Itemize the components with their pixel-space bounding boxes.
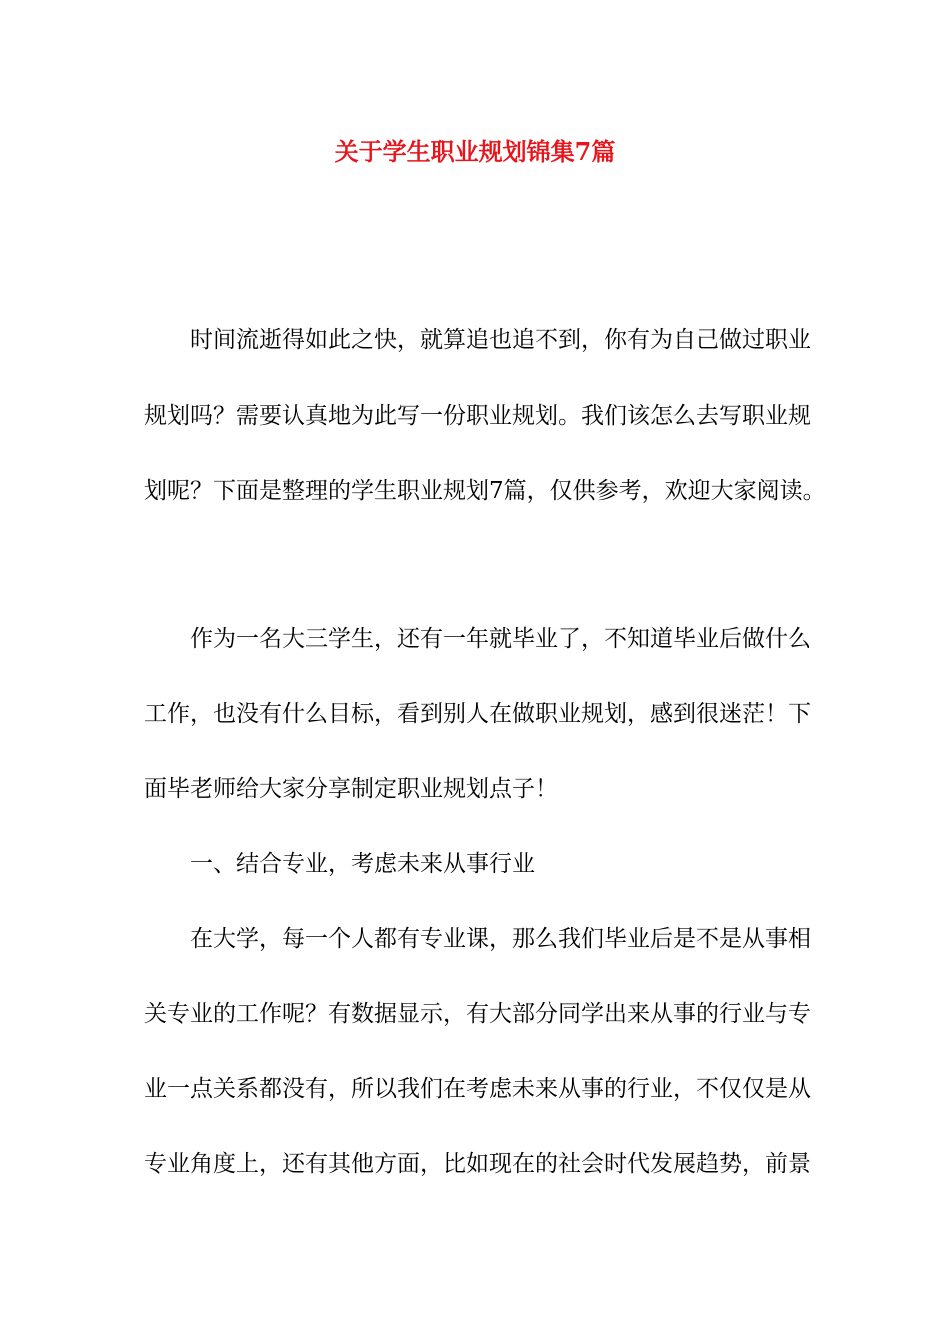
document-title: 关于学生职业规划锦集7篇	[334, 137, 616, 166]
paragraph-line: 专业角度上，还有其他方面，比如现在的社会时代发展趋势，前景	[144, 1151, 811, 1177]
paragraph-line: 面毕老师给大家分享制定职业规划点子！	[144, 776, 558, 802]
paragraph-line: 工作，也没有什么目标，看到别人在做职业规划，感到很迷茫！下	[144, 701, 811, 727]
paragraph-line: 时间流逝得如此之快，就算追也追不到，你有为自己做过职业	[190, 327, 811, 353]
paragraph-line: 关专业的工作呢？有数据显示，有大部分同学出来从事的行业与专	[144, 1001, 811, 1027]
section-heading: 一、结合专业，考虑未来从事行业	[190, 851, 535, 877]
paragraph-line: 划呢？下面是整理的学生职业规划7篇，仅供参考，欢迎大家阅读。	[144, 478, 826, 504]
paragraph-line: 规划吗？需要认真地为此写一份职业规划。我们该怎么去写职业规	[144, 403, 811, 429]
paragraph-line: 业一点关系都没有，所以我们在考虑未来从事的行业，不仅仅是从	[144, 1076, 811, 1102]
paragraph-line: 作为一名大三学生，还有一年就毕业了，不知道毕业后做什么	[190, 626, 811, 652]
paragraph-line: 在大学，每一个人都有专业课，那么我们毕业后是不是从事相	[190, 926, 811, 952]
